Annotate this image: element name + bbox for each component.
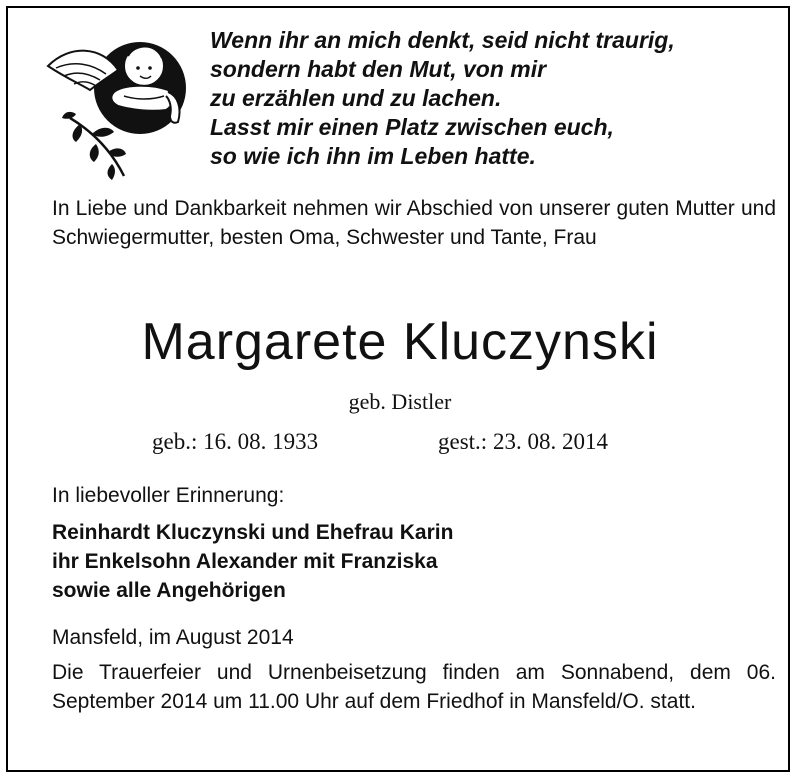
maiden-name: geb. Distler xyxy=(348,389,452,414)
poem-line: Lasst mir einen Platz zwischen euch, xyxy=(210,114,614,140)
angel-icon xyxy=(40,26,200,186)
mourners-list xyxy=(52,518,453,605)
birth-date: geb.: 16. 08. 1933 xyxy=(152,429,319,454)
death-date: gest.: 23. 08. 2014 xyxy=(438,429,608,454)
poem-line: zu erzählen und zu lachen. xyxy=(210,85,502,111)
deceased-name: Margarete Kluczynski xyxy=(141,313,659,371)
memory-line: In liebevoller Erinnerung: xyxy=(52,484,285,507)
mourner-line: ihr Enkelsohn Alexander mit Franziska xyxy=(52,550,438,573)
mourner-line: sowie alle Angehörigen xyxy=(52,579,286,602)
poem xyxy=(210,26,770,171)
poem-line: sondern habt den Mut, von mir xyxy=(210,56,547,82)
poem-line: Wenn ihr an mich denkt, seid nicht traurig, xyxy=(210,27,675,53)
place-date: Mansfeld, im August 2014 xyxy=(52,626,294,649)
poem-line: so wie ich ihn im Leben hatte. xyxy=(210,143,536,169)
intro-text: In Liebe und Dankbarkeit nehmen wir Abschied von unserer guten Mutter und Schwiegermutter, besten Oma, Schwester und Tante, Frau xyxy=(52,197,776,249)
service-info: Die Trauerfeier und Urnenbeisetzung finden am Sonnabend, dem 06. September 2014 um 11.00 Uhr auf dem Friedhof in Mansfeld/O. statt. xyxy=(52,661,776,713)
mourner-line: Reinhardt Kluczynski und Ehefrau Karin xyxy=(52,521,454,544)
